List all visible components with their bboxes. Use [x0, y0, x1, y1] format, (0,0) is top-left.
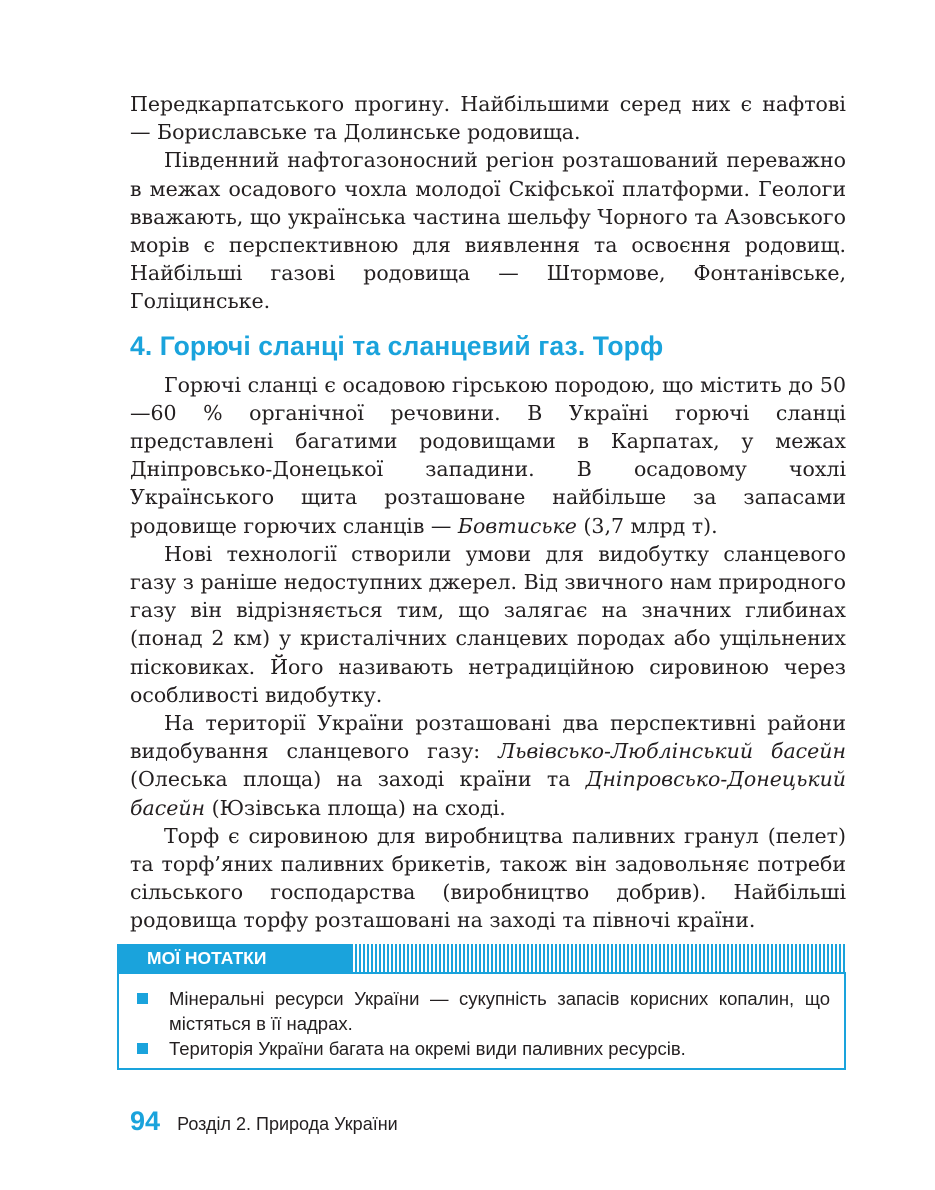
square-bullet-icon [137, 993, 148, 1004]
paragraph-shale-gas: Нові технології створили умови для видобутку сланцевого газу з раніше недоступних джерел. Від звичного нам природного газу він відрізняється тим, що залягає на значних глибинах (понад 2 км) у кристалічних сланцевих породах або ущільнених пісковиках. Його називають нетрадиційною сировиною через особливості видобутку. [130, 541, 846, 707]
text-run: (Олеська площа) на заході країни та [130, 767, 586, 792]
paragraph-shale-basins [130, 709, 846, 822]
paragraph-oil-shale [130, 371, 846, 540]
section-heading: 4. Горючі сланці та сланцевий газ. Торф [130, 330, 664, 361]
paragraph-continuation: Передкарпатського прогину. Найбільшими серед них є нафтові — Бориславське та Долинське родовища. [130, 92, 846, 145]
stripes-decoration [355, 944, 846, 972]
my-notes-box [117, 944, 846, 1070]
paragraph-southern-region: Південний нафтогазоносний регіон розташований переважно в межах осадового чохла молодої Скіфської платформи. Геологи вважають, що українська частина шельфу Чорного та Азовського морів є перспективною для виявлення та освоєння родовищ. Найбільші газові родовища — Штормове, Фонтанівське, Голіцинське. [130, 148, 846, 314]
square-bullet-icon [137, 1043, 148, 1054]
notes-title: МОЇ НОТАТКИ [117, 944, 353, 972]
text-run: (3,7 млрд т). [576, 513, 718, 538]
italic-term-dnipro-donetsk-basin: Дніпровсько-Донецький басейн [130, 767, 846, 820]
italic-term-bovtyske: Бовтиське [457, 513, 577, 538]
note-text: Територія України багата на окремі види паливних ресурсів. [169, 1038, 686, 1059]
note-item [133, 986, 830, 1036]
text-run: (Юзівська площа) на сході. [205, 795, 506, 820]
note-text: Мінеральні ресурси України — сукупність запасів корисних копалин, що містяться в її надрах. [169, 988, 830, 1034]
paragraph-peat: Торф є сировиною для виробництва паливних гранул (пелет) та торф’яних паливних брикетів, також він задовольняє потреби сільського господарства (виробництво добрив). Найбільші родовища торфу розташовані на заході та півночі країни. [130, 823, 846, 933]
page-content [130, 90, 846, 935]
page-footer [130, 1106, 398, 1146]
notes-header [117, 944, 846, 972]
text-run: На території України розташовані два перспективні райони видобування сланцевого газу: [130, 711, 846, 764]
page-number: 94 [130, 1106, 161, 1136]
italic-term-lviv-lublin-basin: Львівсько-Люблінський басейн [498, 739, 846, 764]
notes-body [117, 972, 846, 1070]
chapter-title: Розділ 2. Природа України [177, 1114, 398, 1134]
text-run: Горючі сланці є осадовою гірською породою, що містить до 50—60 % органічної речовини. В Україні горючі сланці представлені багатими родовищами в Карпатах, у межах Дніпровсько-Донецької западини. В осадовому чохлі Українського щита розташоване найбільше за запасами родовище горючих сланців — [130, 372, 846, 538]
note-item [133, 1036, 830, 1061]
